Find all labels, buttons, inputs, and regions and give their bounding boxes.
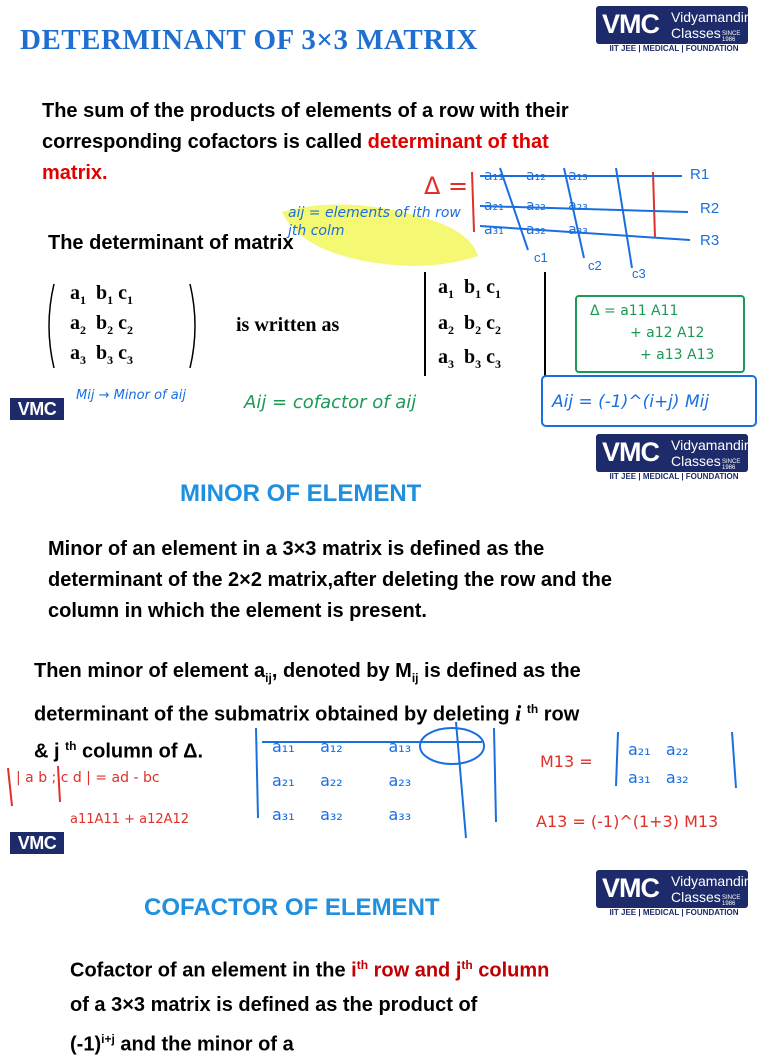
row-label-r1: R1 <box>690 166 710 183</box>
col-label-c1: c1 <box>534 250 548 265</box>
m13-equals-note: M13 = <box>540 752 593 771</box>
aij-cofactor-note: Aij = cofactor of aij <box>244 392 417 413</box>
col-label-c3: c3 <box>632 266 646 281</box>
matrix-row-2: $a_2$ $b_2$ $c_2$ <box>70 312 134 337</box>
row-label-r2: R2 <box>700 200 720 217</box>
delta-equals-note: Δ = <box>424 172 469 200</box>
det-sketch-row2: a₂₁ a₂₂ a₂₃ <box>484 198 588 214</box>
det2-expansion-note: a11A11 + a12A12 <box>70 812 190 827</box>
definition-paragraph: The sum of the products of elements of a row with their corresponding cofactors is called determinant of that matrix. <box>42 100 569 184</box>
det-row-2: $a_2$ $b_2$ $c_2$ <box>438 312 502 337</box>
aij-elements-note: aij = elements of ith row jth colm <box>288 205 461 239</box>
small-vmc-logo: VMC <box>10 398 64 420</box>
determinant-intro: The determinant of matrix <box>48 232 294 254</box>
det-sketch-row3: a₃₁ a₃₂ a₃₃ <box>484 222 588 238</box>
vmc-logo-3: VMC Vidyamandir Classes SINCE 1986 IIT JEE | MEDICAL | FOUNDATION <box>596 870 748 918</box>
matrix-row-3: $a_3$ $b_3$ $c_3$ <box>70 342 134 367</box>
a13-formula-note: A13 = (-1)^(1+3) M13 <box>536 812 719 831</box>
det-sketch-row1: a₁₁ a₁₂ a₁₃ <box>484 168 588 184</box>
page-title: DETERMINANT OF 3×3 MATRIX <box>20 24 478 56</box>
minor-section-title: MINOR OF ELEMENT <box>180 480 422 507</box>
vmc-logo-2: VMC Vidyamandir Classes SINCE 1986 IIT JEE | MEDICAL | FOUNDATION <box>596 434 748 482</box>
matrix-row-1: $a_1$ $b_1$ $c_1$ <box>70 282 134 307</box>
expansion-note: Δ = a11 A11 + a12 A12 + a13 A13 <box>590 303 715 363</box>
col-label-c2: c2 <box>588 258 602 273</box>
cofactor-section-title: COFACTOR OF ELEMENT <box>144 894 440 921</box>
small-vmc-logo-2: VMC <box>10 832 64 854</box>
vmc-logo: VMC Vidyamandir Classes SINCE 1986 IIT JEE | MEDICAL | FOUNDATION <box>596 6 748 54</box>
minor-paragraph: Minor of an element in a 3×3 matrix is defined as the determinant of the 2×2 matrix,after deleting the row and the column in which the element is present. <box>48 538 612 622</box>
row-label-r3: R3 <box>700 232 720 249</box>
det-row-3: $a_3$ $b_3$ $c_3$ <box>438 346 502 371</box>
det-row-1: $a_1$ $b_1$ $c_1$ <box>438 276 502 301</box>
aij-formula-note: Aij = (-1)^(i+j) Mij <box>552 392 710 412</box>
mij-minor-note: Mij → Minor of aij <box>76 388 186 403</box>
minor-matrix-sketch: a₁₁ a₁₂ a₁₃ a₂₁ a₂₂ a₂₃ a₃₁ a₃₂ a₃₃ <box>272 737 412 824</box>
m13-submatrix-note: a₂₁ a₂₂ a₃₁ a₃₂ <box>628 740 689 787</box>
det2-note: | a b ; c d | = ad - bc <box>16 770 160 786</box>
minor-definition-paragraph: Then minor of element $a_{ij}$, denoted by $M_{ij}$ is defined as the determinant of the submatrix obtained by deleting i $^{th}$ row & j $^{th}$ column of Δ. <box>34 660 581 763</box>
cofactor-paragraph: Cofactor of an element in the $i^{th}$ row and $j^{th}$ column of a 3×3 matrix is defined as the product of $(-1)^{i+j}$ and the minor of a <box>70 958 550 1056</box>
is-written-as-label: is written as <box>236 314 340 336</box>
